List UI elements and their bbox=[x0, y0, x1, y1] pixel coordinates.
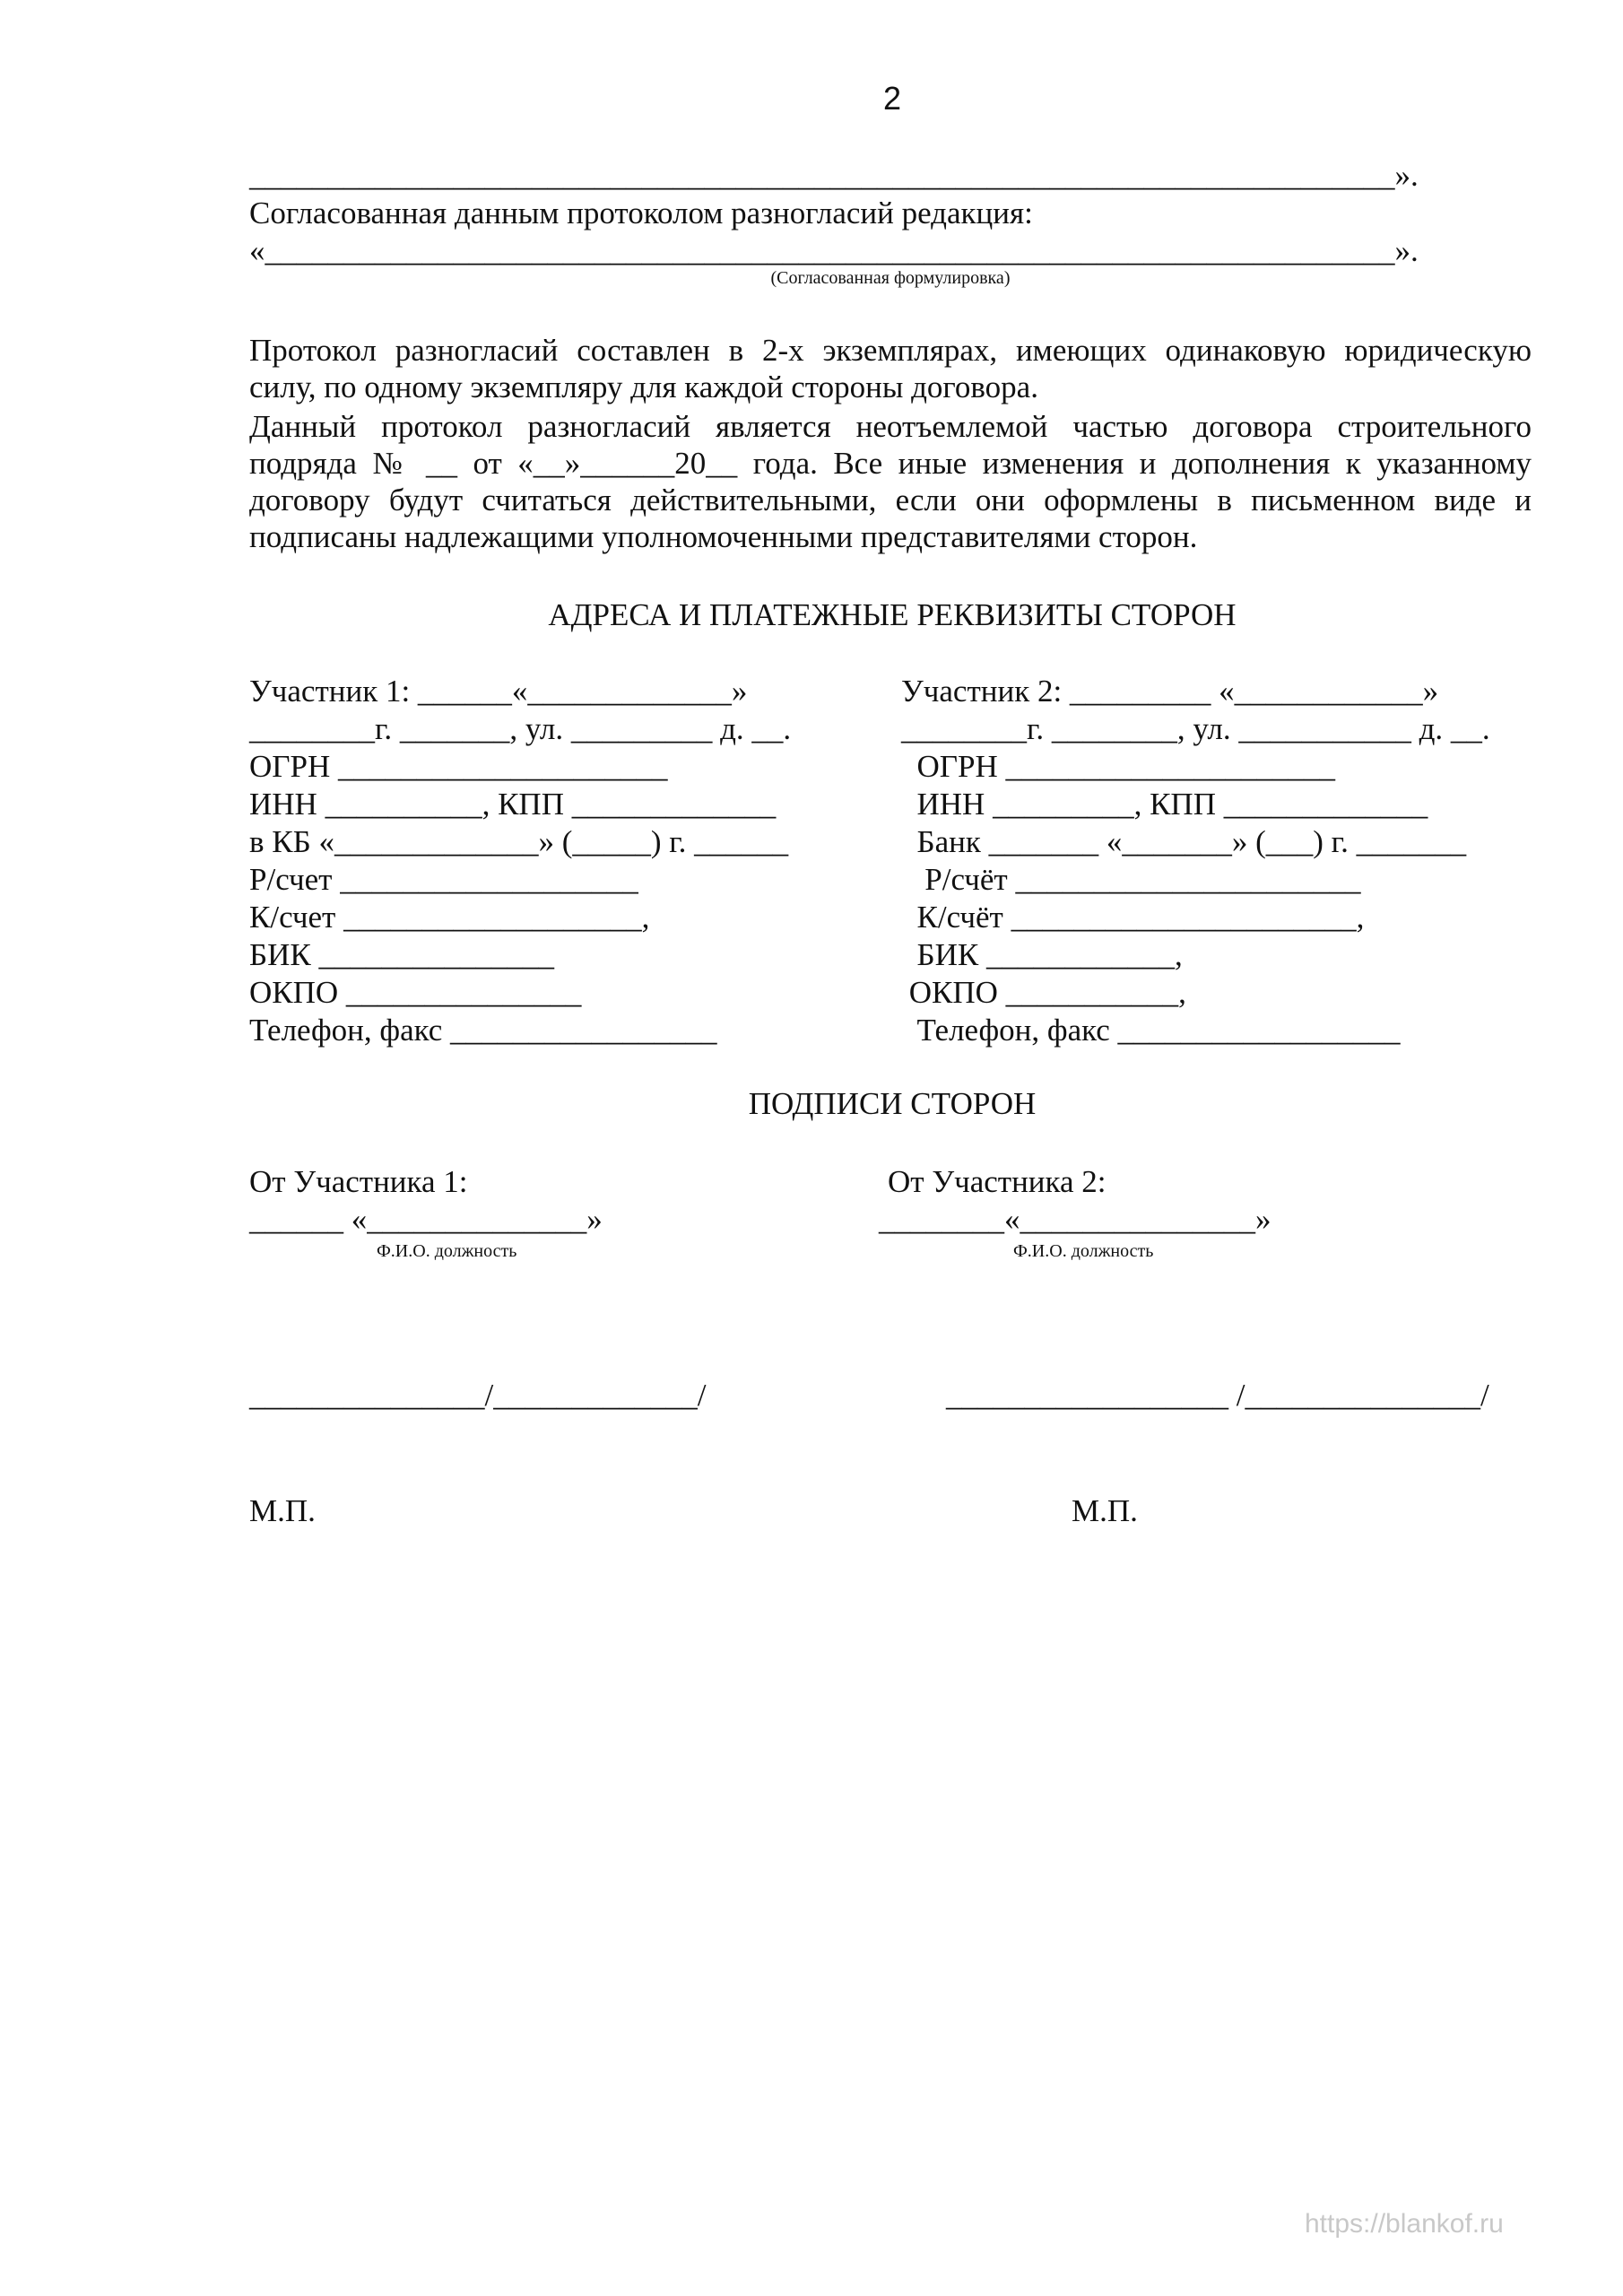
from-party2-label: От Участника 2: bbox=[888, 1164, 1107, 1199]
signatures-heading: ПОДПИСИ СТОРОН bbox=[748, 1086, 1037, 1121]
party1-requisites bbox=[249, 673, 791, 1049]
agreed-wording-caption: (Согласованная формулировка) bbox=[770, 268, 1011, 288]
party2-ogrn-line: ОГРН _____________________ bbox=[901, 749, 1336, 784]
paragraph-line: подписаны надлежащими уполномоченными представителями сторон. bbox=[249, 519, 1198, 554]
party1-ogrn-line: ОГРН _____________________ bbox=[249, 749, 668, 784]
party1-fio-caption: Ф.И.О. должность bbox=[377, 1241, 517, 1261]
party1-fio-blank-line: ______ «______________» bbox=[249, 1202, 603, 1237]
party2-fio-caption: Ф.И.О. должность bbox=[1013, 1241, 1154, 1261]
site-watermark: https://blankof.ru bbox=[1305, 2209, 1504, 2239]
party1-bank-line: в КБ «_____________» (_____) г. ______ bbox=[249, 824, 789, 859]
from-party1-label: От Участника 1: bbox=[249, 1164, 468, 1199]
page-number: 2 bbox=[882, 80, 902, 117]
paragraph-line: подряда № __ от «__»______20__ года. Все иные изменения и дополнения к указанному bbox=[249, 446, 1532, 481]
party2-bank-line: Банк _______ «_______» (___) г. _______ bbox=[901, 824, 1467, 859]
party2-requisites bbox=[901, 673, 1490, 1049]
party1-stamp-place: М.П. bbox=[249, 1493, 316, 1528]
party2-stamp-place: М.П. bbox=[1072, 1493, 1138, 1528]
copies-paragraph bbox=[249, 332, 1532, 405]
party2-corr-account-line: К/счёт ______________________, bbox=[901, 900, 1365, 935]
agreed-text-blank-line: _________________________________________________________________________». bbox=[249, 158, 1419, 193]
party1-corr-account-line: К/счет ___________________, bbox=[249, 900, 650, 935]
party1-name-line: Участник 1: ______«_____________» bbox=[249, 674, 748, 709]
agreed-wording-label: Согласованная данным протоколом разногласий редакция: bbox=[249, 196, 1033, 230]
paragraph-line: силу, по одному экземпляру для каждой стороны договора. bbox=[249, 370, 1038, 404]
party1-phone-line: Телефон, факс _________________ bbox=[249, 1013, 717, 1048]
paragraph-line: Протокол разногласий составлен в 2-х экземплярах, имеющих одинаковую юридическую bbox=[249, 333, 1532, 368]
party2-name-line: Участник 2: _________ «____________» bbox=[901, 674, 1439, 709]
party1-okpo-line: ОКПО _______________ bbox=[249, 975, 582, 1010]
integral-part-paragraph bbox=[249, 408, 1532, 555]
party2-account-line: Р/счёт ______________________ bbox=[901, 862, 1361, 897]
agreed-wording-blank-line: «________________________________________________________________________». bbox=[249, 233, 1419, 268]
party1-account-line: Р/счет ___________________ bbox=[249, 862, 638, 897]
party1-bik-line: БИК _______________ bbox=[249, 937, 554, 972]
party2-address-line: ________г. ________, ул. ___________ д. __. bbox=[901, 711, 1490, 746]
party1-address-line: ________г. _______, ул. _________ д. __. bbox=[249, 711, 792, 746]
party2-phone-line: Телефон, факс __________________ bbox=[901, 1013, 1401, 1048]
requisites-heading: АДРЕСА И ПЛАТЕЖНЫЕ РЕКВИЗИТЫ СТОРОН bbox=[548, 597, 1237, 632]
party1-inn-kpp-line: ИНН __________, КПП _____________ bbox=[249, 787, 777, 822]
paragraph-line: Данный протокол разногласий является неотъемлемой частью договора строительного bbox=[249, 409, 1532, 444]
party2-okpo-line: ОКПО ___________, bbox=[901, 975, 1186, 1010]
party2-inn-kpp-line: ИНН _________, КПП _____________ bbox=[901, 787, 1428, 822]
party1-signature-line: _______________/_____________/ bbox=[249, 1378, 707, 1413]
party2-fio-blank-line: ________«_______________» bbox=[879, 1202, 1271, 1237]
party2-signature-line: __________________ /_______________/ bbox=[946, 1378, 1489, 1413]
party2-bik-line: БИК ____________, bbox=[901, 937, 1183, 972]
paragraph-line: договору будут считаться действительными, если они оформлены в письменном виде и bbox=[249, 483, 1532, 517]
